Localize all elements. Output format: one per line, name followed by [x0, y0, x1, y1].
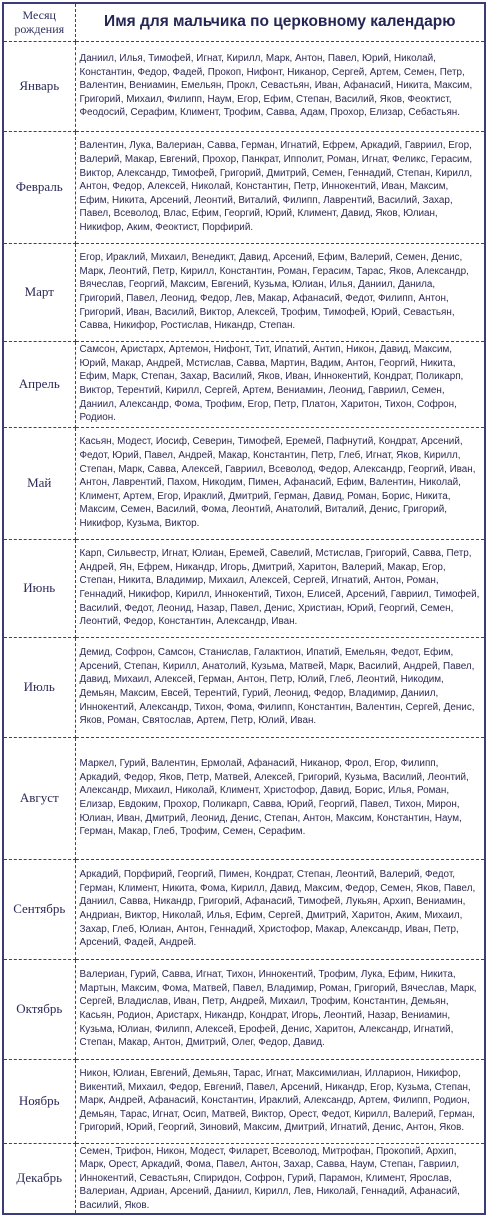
month-cell: Декабрь — [3, 1143, 75, 1214]
names-column-header: Имя для мальчика по церковному календарю — [75, 3, 485, 41]
month-cell: Август — [3, 737, 75, 859]
month-cell: Июль — [3, 637, 75, 737]
table-row-september — [3, 859, 485, 959]
names-cell: Семен, Трифон, Никон, Модест, Филарет, Всеволод, Митрофан, Прокопий, Архип, Марк, Орест, Аркадий, Фома, Павел, Антон, Захар, Савва, Наум, Степан, Гавриил, Иннокентий, Севастьян, Спиридон, Софрон, Гурий, Парамон, Климент, Ярослав, Валериан, Адриан, Арсений, Даниил, Кирилл, Лев, Николай, Геннадий, Афанасий, Василий, Яков. — [75, 1143, 485, 1214]
names-cell: Аркадий, Порфирий, Георгий, Пимен, Кондрат, Степан, Леонтий, Валерий, Федот, Герман, Климент, Никита, Фома, Кирилл, Давид, Максим, Федор, Семен, Яков, Павел, Даниил, Савва, Никандр, Григорий, Афанасий, Тимофей, Лукьян, Архип, Вениамин, Андриан, Виктор, Николай, Илья, Ефим, Сергей, Дмитрий, Харитон, Аким, Михаил, Захар, Глеб, Юлиан, Антон, Геннадий, Христофор, Макар, Александр, Иван, Петр, Арсений, Фадей, Андрей. — [75, 859, 485, 959]
calendar-sheet — [2, 2, 484, 1211]
table-row-march — [3, 243, 485, 341]
names-cell: Егор, Ираклий, Михаил, Венедикт, Давид, Арсений, Ефим, Валерий, Семен, Денис, Марк, Леонтий, Петр, Кирилл, Константин, Роман, Герасим, Тарас, Яков, Александр, Вячеслав, Георгий, Максим, Евгений, Кузьма, Юлиан, Илья, Даниил, Данила, Григорий, Павел, Леонид, Федор, Лев, Макар, Афанасий, Федот, Филипп, Антон, Григорий, Иван, Василий, Виктор, Алексей, Трофим, Тимофей, Юрий, Севастьян, Савва, Никифор, Ростислав, Никандр, Степан. — [75, 243, 485, 341]
month-cell: Октябрь — [3, 959, 75, 1059]
table-row-october — [3, 959, 485, 1059]
table-header-row — [3, 3, 485, 41]
month-cell: Ноябрь — [3, 1059, 75, 1143]
names-cell: Валентин, Лука, Валериан, Савва, Герман, Игнатий, Ефрем, Аркадий, Гавриил, Егор, Валерий, Макар, Евгений, Прохор, Панкрат, Ипполит, Роман, Игнат, Феликс, Герасим, Виктор, Александр, Тимофей, Григорий, Дмитрий, Семен, Геннадий, Степан, Кирилл, Антон, Федор, Алексей, Николай, Константин, Петр, Иннокентий, Иван, Максим, Ефим, Никита, Арсений, Леонтий, Виталий, Филипп, Лаврентий, Василий, Захар, Павел, Всеволод, Влас, Ефим, Георгий, Юрий, Климент, Давид, Яков, Юлиан, Никифор, Аким, Феоктист, Порфирий. — [75, 131, 485, 243]
table-row-may — [3, 427, 485, 539]
table-row-february — [3, 131, 485, 243]
table-row-july — [3, 637, 485, 737]
month-column-header: Месяц рождения — [3, 3, 75, 41]
month-cell: Июнь — [3, 539, 75, 637]
table-row-january — [3, 41, 485, 131]
month-cell: Апрель — [3, 341, 75, 427]
names-cell: Демид, Софрон, Самсон, Станислав, Галактион, Ипатий, Емельян, Федот, Ефим, Арсений, Степан, Кирилл, Анатолий, Кузьма, Матвей, Марк, Василий, Андрей, Павел, Давид, Михаил, Алексей, Герман, Антон, Петр, Юлий, Глеб, Леонтий, Никодим, Демьян, Максим, Евсей, Терентий, Гурий, Леонид, Федор, Владимир, Даниил, Иннокентий, Александр, Тихон, Фома, Филипп, Константин, Валентин, Сергей, Денис, Яков, Роман, Святослав, Артем, Петр, Юлий, Иван. — [75, 637, 485, 737]
table-row-june — [3, 539, 485, 637]
month-cell: Февраль — [3, 131, 75, 243]
month-cell: Май — [3, 427, 75, 539]
month-cell: Сентябрь — [3, 859, 75, 959]
table-row-august — [3, 737, 485, 859]
table-row-december — [3, 1143, 485, 1214]
names-cell: Маркел, Гурий, Валентин, Ермолай, Афанасий, Никанор, Фрол, Егор, Филипп, Аркадий, Федор, Яков, Петр, Матвей, Алексей, Григорий, Кузьма, Василий, Леонтий, Александр, Михаил, Николай, Климент, Христофор, Давид, Борис, Илья, Роман, Елизар, Евдоким, Прохор, Поликарп, Савва, Юрий, Георгий, Павел, Тихон, Мирон, Юлиан, Иван, Дмитрий, Леонид, Денис, Степан, Антон, Максим, Константин, Наум, Герман, Макар, Глеб, Трофим, Семен, Серафим. — [75, 737, 485, 859]
names-cell: Самсон, Аристарх, Артемон, Нифонт, Тит, Ипатий, Антип, Никон, Давид, Максим, Юрий, Макар, Андрей, Мстислав, Савва, Мартин, Вадим, Антон, Георгий, Никита, Ефим, Марк, Степан, Захар, Василий, Яков, Иван, Иннокентий, Кондрат, Поликарп, Виктор, Терентий, Кирилл, Сергей, Артем, Вениамин, Леонид, Гавриил, Семен, Даниил, Александр, Фома, Трофим, Егор, Петр, Платон, Харитон, Тихон, Софрон, Родион. — [75, 341, 485, 427]
names-cell: Никон, Юлиан, Евгений, Демьян, Тарас, Игнат, Максимилиан, Илларион, Никифор, Викентий, Михаил, Федор, Евгений, Павел, Арсений, Никандр, Егор, Кузьма, Степан, Марк, Андрей, Афанасий, Константин, Ираклий, Александр, Артем, Филипп, Родион, Демьян, Тарас, Игнат, Осип, Матвей, Виктор, Орест, Федот, Кирилл, Валерий, Герман, Григорий, Юрий, Георгий, Зиновий, Максим, Дмитрий, Игнатий, Денис, Антон, Яков. — [75, 1059, 485, 1143]
name-calendar-table — [2, 2, 486, 1215]
month-cell: Март — [3, 243, 75, 341]
names-cell: Касьян, Модест, Иосиф, Северин, Тимофей, Еремей, Пафнутий, Кондрат, Арсений, Федот, Юрий, Павел, Андрей, Макар, Константин, Петр, Глеб, Игнат, Яков, Кирилл, Степан, Марк, Савва, Алексей, Гавриил, Всеволод, Федор, Александр, Георгий, Иван, Антон, Лаврентий, Пахом, Никодим, Пимен, Афанасий, Ефим, Валентин, Николай, Климент, Артем, Егор, Ираклий, Дмитрий, Герман, Давид, Роман, Борис, Никита, Максим, Семен, Василий, Фома, Леонтий, Анатолий, Виталий, Денис, Григорий, Никифор, Кузьма, Виктор. — [75, 427, 485, 539]
names-cell: Карп, Сильвестр, Игнат, Юлиан, Еремей, Савелий, Мстислав, Григорий, Савва, Петр, Андрей, Ян, Ефрем, Никандр, Игорь, Дмитрий, Харитон, Валерий, Макар, Егор, Степан, Никита, Владимир, Михаил, Алексей, Сергей, Игнатий, Антон, Роман, Геннадий, Никифор, Кирилл, Иннокентий, Тихон, Елисей, Арсений, Гавриил, Тимофей, Василий, Федот, Леонид, Назар, Павел, Денис, Христиан, Юрий, Георгий, Семен, Леонтий, Федор, Константин, Александр, Иван. — [75, 539, 485, 637]
names-cell: Даниил, Илья, Тимофей, Игнат, Кирилл, Марк, Антон, Павел, Юрий, Николай, Константин, Федор, Фадей, Прокоп, Нифонт, Никанор, Сергей, Артем, Семен, Петр, Валентин, Вениамин, Емельян, Прокл, Севастьян, Иван, Афанасий, Никита, Максим, Григорий, Михаил, Филипп, Наум, Егор, Ефим, Степан, Василий, Яков, Феоктист, Феодосий, Серафим, Климент, Трофим, Савва, Адам, Прохор, Елизар, Себастьян. — [75, 41, 485, 131]
table-row-november — [3, 1059, 485, 1143]
table-row-april — [3, 341, 485, 427]
names-cell: Валериан, Гурий, Савва, Игнат, Тихон, Иннокентий, Трофим, Лука, Ефим, Никита, Мартын, Максим, Фома, Матвей, Павел, Владимир, Роман, Григорий, Вячеслав, Марк, Сергей, Владислав, Иван, Петр, Андрей, Михаил, Трофим, Константин, Демьян, Касьян, Родион, Аристарх, Никандр, Кондрат, Игорь, Леонтий, Назар, Вениамин, Кузьма, Юлиан, Филипп, Алексей, Ерофей, Денис, Харитон, Александр, Игнатий, Степан, Макар, Антон, Дмитрий, Олег, Федор, Давид. — [75, 959, 485, 1059]
month-cell: Январь — [3, 41, 75, 131]
